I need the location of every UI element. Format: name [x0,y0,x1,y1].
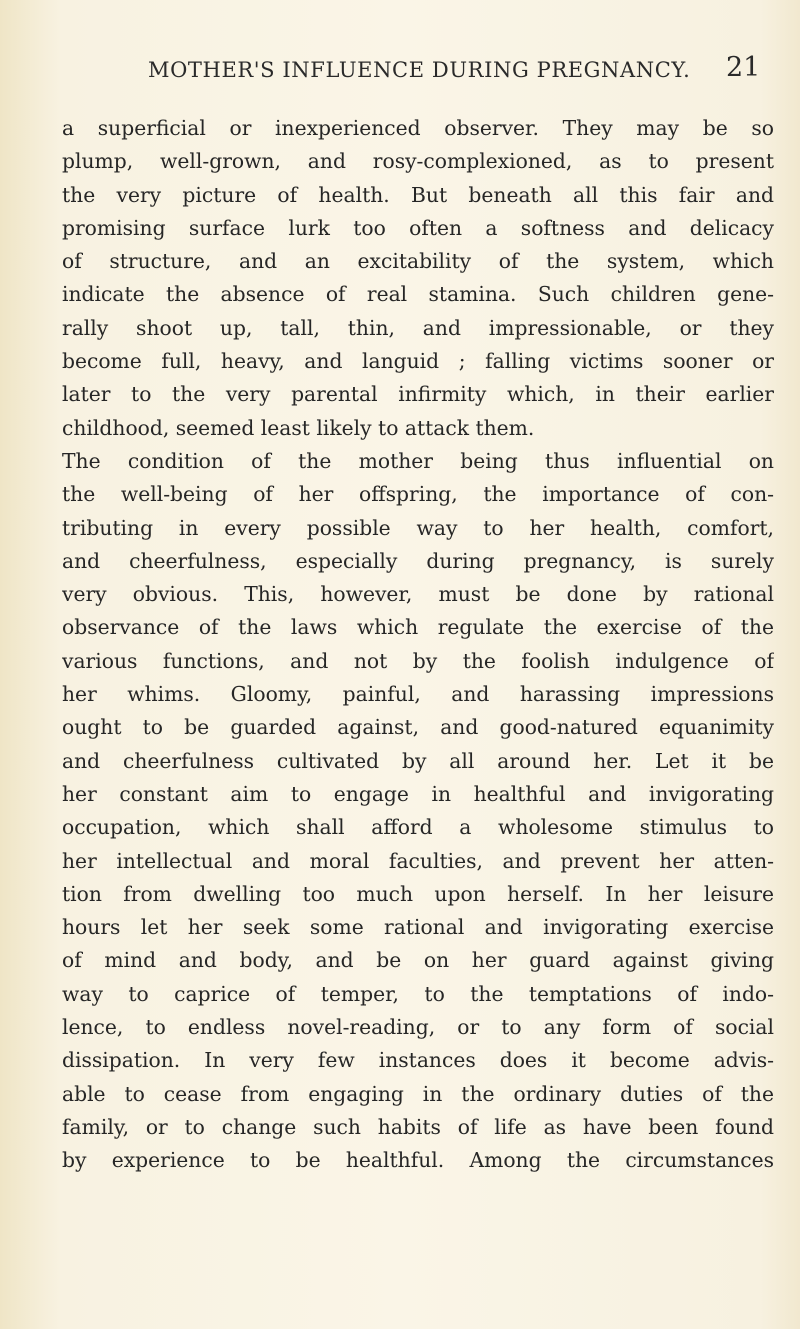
text-line: her intellectual and moral faculties, and prevent her atten- [62,848,774,873]
text-line: way to caprice of temper, to the temptations of indo- [62,981,774,1006]
text-line: occupation, which shall afford a wholesome stimulus to [62,815,774,840]
running-title: MOTHER'S INFLUENCE DURING PREGNANCY. [148,58,691,82]
text-line: by experience to be healthful. Among the circumstances [62,1148,774,1173]
text-line: very obvious. This, however, must be done by rational [62,582,774,607]
page-header [0,52,800,92]
text-line: various functions, and not by the foolish indulgence of [62,648,774,673]
text-line: later to the very parental infirmity which, in their earlier [62,382,774,407]
page-number: 21 [726,52,761,83]
text-line: the well-being of her offspring, the importance of con- [62,482,774,507]
body-text [62,112,774,1178]
text-line: her constant aim to engage in healthful and invigorating [62,781,774,806]
text-line: tributing in every possible way to her health, comfort, [62,515,774,540]
text-line: dissipation. In very few instances does it become advis- [62,1048,774,1073]
text-line: of structure, and an excitability of the system, which [62,249,774,274]
text-line: the very picture of health. But beneath all this fair and [62,182,774,207]
text-line: observance of the laws which regulate the exercise of the [62,615,774,640]
text-line: plump, well-grown, and rosy-complexioned, as to present [62,149,774,174]
text-line: her whims. Gloomy, painful, and harassing impressions [62,682,774,707]
text-line: family, or to change such habits of life as have been found [62,1114,774,1139]
text-line: promising surface lurk too often a softness and delicacy [62,215,774,240]
text-line: of mind and body, and be on her guard against giving [62,948,774,973]
text-line: a superficial or inexperienced observer. They may be so [62,116,774,140]
text-line: tion from dwelling too much upon herself. In her leisure [62,881,774,906]
text-line: become full, heavy, and languid ; falling victims sooner or [62,349,774,374]
text-line: able to cease from engaging in the ordinary duties of the [62,1081,774,1106]
text-line: childhood, seemed least likely to attack them. [62,415,535,440]
text-line: and cheerfulness, especially during pregnancy, is surely [62,548,774,573]
text-line: rally shoot up, tall, thin, and impressionable, or they [62,315,774,340]
text-line: ought to be guarded against, and good-natured equanimity [62,715,774,740]
text-line: hours let her seek some rational and invigorating exercise [62,915,774,940]
text-line: indicate the absence of real stamina. Such children gene- [62,282,774,307]
text-line: lence, to endless novel-reading, or to any form of social [62,1015,774,1040]
text-line: The condition of the mother being thus influential on [62,448,774,473]
text-line: and cheerfulness cultivated by all around her. Let it be [62,748,774,773]
